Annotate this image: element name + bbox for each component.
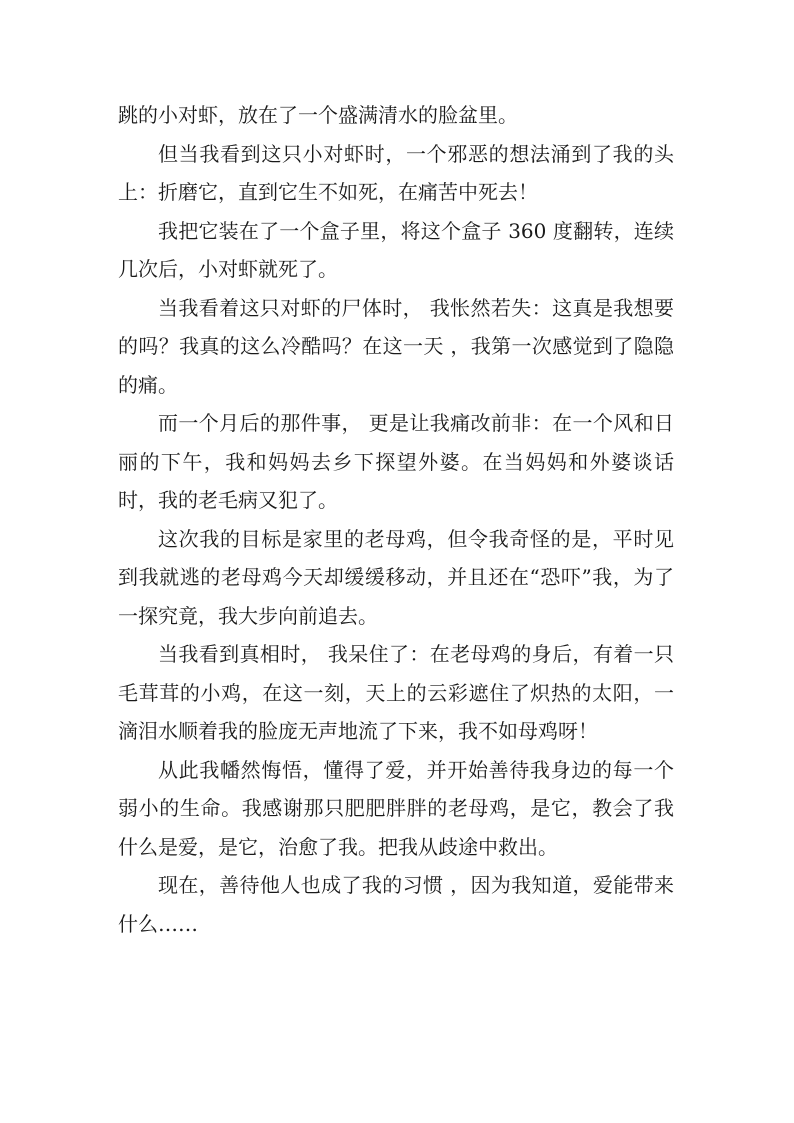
paragraph-3: 我把它装在了一个盒子里，将这个盒子 360 度翻转，连续几次后，小对虾就死了。: [118, 218, 674, 281]
paragraph-9: 现在，善待他人也成了我的习惯 ，因为我知道，爱能带来什么……: [118, 873, 674, 936]
paragraph-1: 跳的小对虾，放在了一个盛满清水的脸盆里。: [118, 103, 518, 127]
paragraph-5: 而一个月后的那件事， 更是让我痛改前非：在一个风和日丽的下午，我和妈妈去乡下探望外婆。在当妈妈和外婆谈话时，我的老毛病又犯了。: [118, 411, 674, 512]
paragraph-8: 从此我幡然悔悟，懂得了爱，并开始善待我身边的每一个弱小的生命。我感谢那只肥肥胖胖的老母鸡，是它，教会了我什么是爱，是它，治愈了我。把我从歧途中救出。: [118, 757, 674, 859]
paragraph-4: 当我看着这只对虾的尸体时， 我怅然若失：这真是我想要的吗？我真的这么冷酷吗？在这一天 ，我第一次感觉到了隐隐的痛。: [118, 295, 674, 397]
paragraph-7: 当我看到真相时， 我呆住了：在老母鸡的身后，有着一只毛茸茸的小鸡，在这一刻，天上的云彩遮住了炽热的太阳，一滴泪水顺着我的脸庞无声地流了下来，我不如母鸡呀！: [118, 642, 674, 743]
document-body: [118, 96, 674, 943]
paragraph-6: 这次我的目标是家里的老母鸡，但令我奇怪的是，平时见到我就逃的老母鸡今天却缓缓移动，并且还在“恐吓”我，为了一探究竟，我大步向前追去。: [118, 526, 674, 628]
paragraph-2: 但当我看到这只小对虾时，一个邪恶的想法涌到了我的头上：折磨它，直到它生不如死，在痛苦中死去！: [118, 141, 674, 204]
